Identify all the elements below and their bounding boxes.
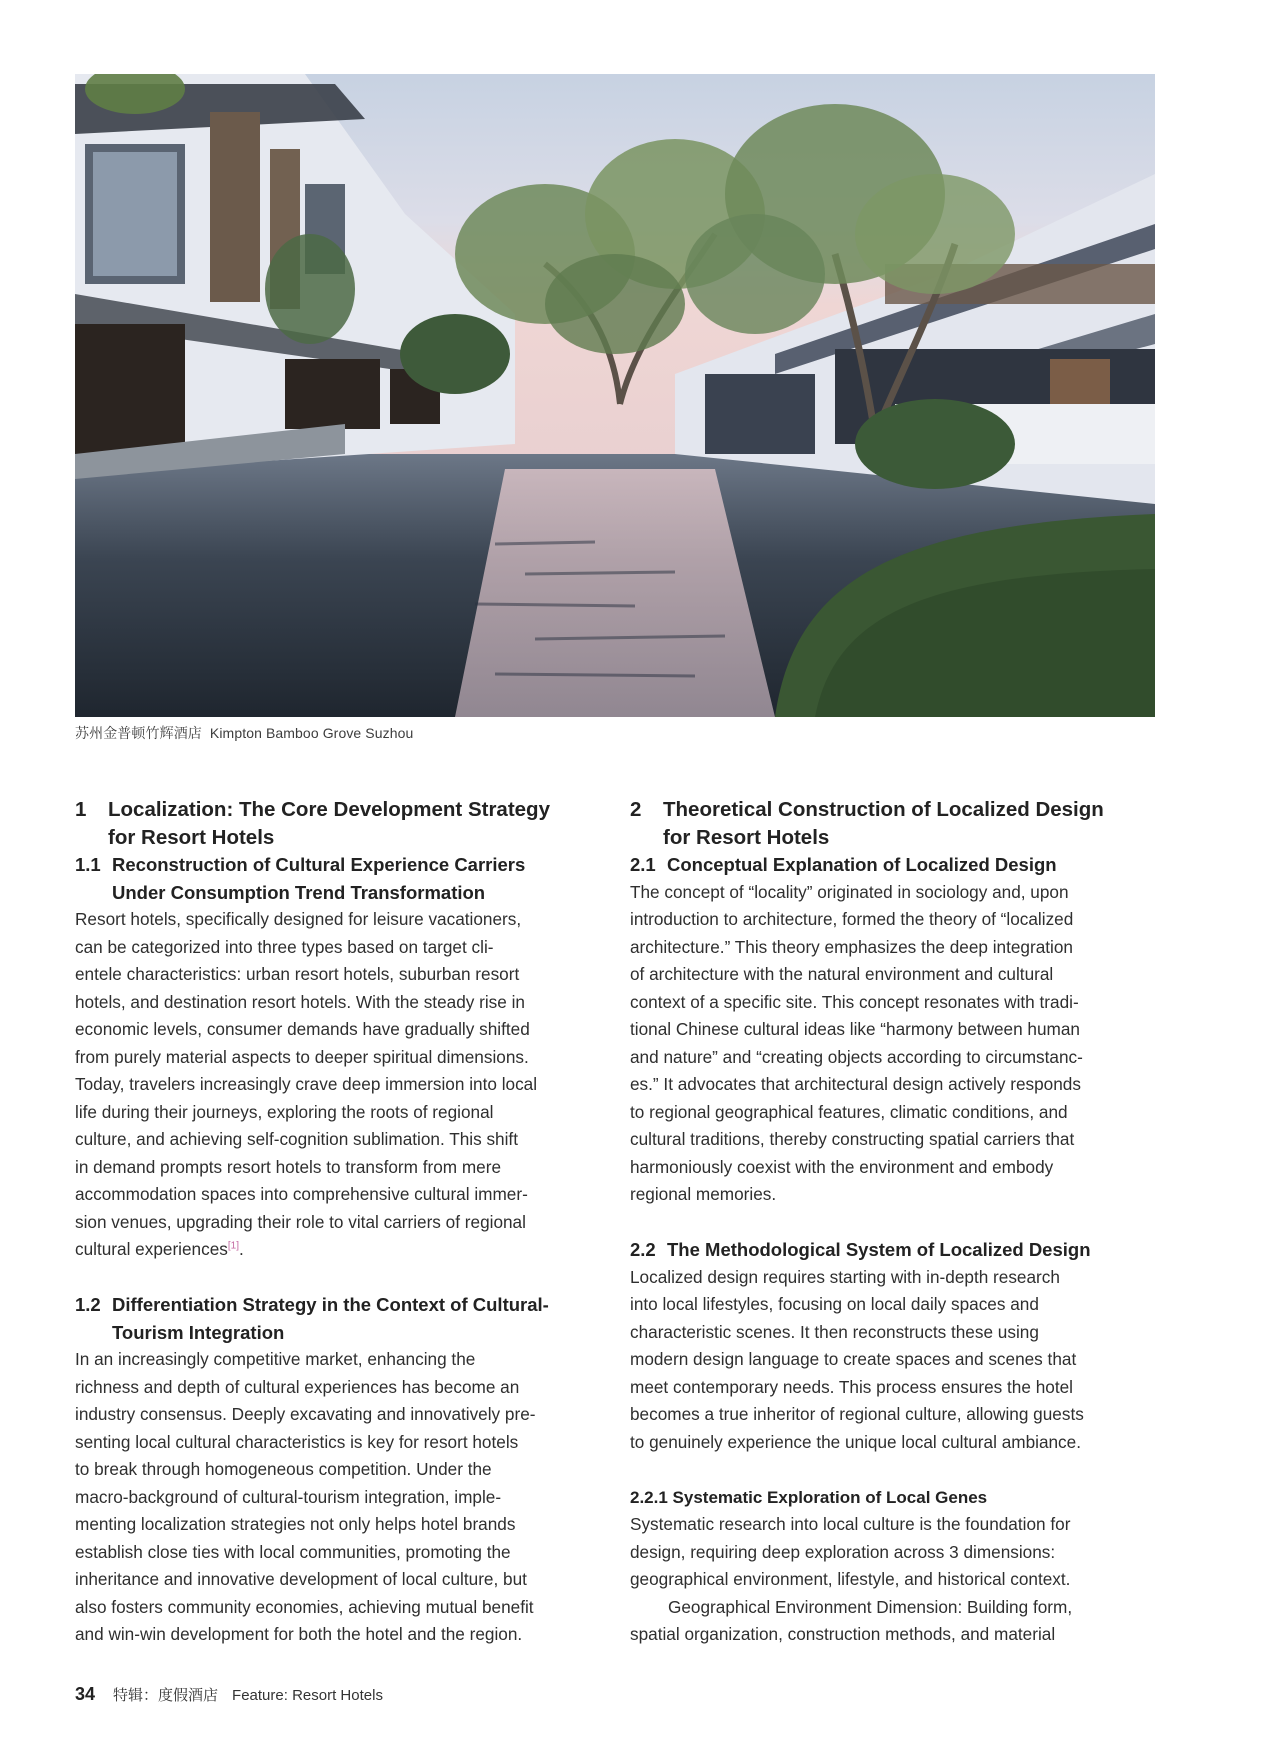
text-line: from purely material aspects to deeper spiritual dimensions. — [75, 1046, 529, 1067]
text-line: context of a specific site. This concept resonates with tradi- — [630, 991, 1079, 1012]
text-line: Systematic research into local culture is the foundation for — [630, 1514, 1071, 1534]
text-line: tional Chinese cultural ideas like “harmony between human — [630, 1019, 1080, 1039]
page-footer — [75, 1684, 383, 1705]
text-line: and nature” and “creating objects according to circumstanc- — [630, 1046, 1083, 1067]
text-line: becomes a true inheritor of regional culture, allowing guests — [630, 1404, 1084, 1424]
text-line: inheritance and innovative development of local culture, but — [75, 1569, 527, 1589]
heading-section-2 — [630, 796, 1160, 851]
text-line: es.” It advocates that architectural design actively responds — [630, 1074, 1081, 1094]
spacer — [630, 1456, 1160, 1484]
text-line: to break through homogeneous competition. Under the — [75, 1459, 492, 1479]
text-line: in demand prompts resort hotels to transform from mere — [75, 1156, 502, 1177]
photo-caption — [75, 723, 413, 743]
heading-section-1-2 — [75, 1291, 605, 1346]
left-column — [75, 796, 605, 1649]
section-title: Reconstruction of Cultural Experience Carriers Under Consumption Trend Transformation — [112, 854, 526, 903]
text-line: The concept of “locality” originated in sociology and, upon — [630, 881, 1069, 902]
text-line: design, requiring deep exploration across 3 dimensions: — [630, 1541, 1056, 1562]
paragraph-2-2 — [630, 1264, 1160, 1457]
spacer — [630, 1209, 1160, 1237]
shrub — [855, 399, 1015, 489]
text-line: life during their journeys, exploring the roots of regional — [75, 1101, 494, 1122]
section-title: Differentiation Strategy in the Context of Cultural- Tourism Integration — [112, 1294, 549, 1343]
canal-scene-illustration — [75, 74, 1155, 717]
text-line-last: cultural experiences[1]. — [75, 1239, 244, 1259]
caption-chinese: 苏州金普顿竹辉酒店 — [75, 725, 202, 741]
section-number: 1 — [75, 798, 87, 821]
text-line: to genuinely experience the unique local cultural ambiance. — [630, 1431, 1081, 1452]
section-title: Localization: The Core Development Strategy for Resort Hotels — [108, 798, 550, 849]
section-number: 2 — [630, 798, 642, 821]
section-title: Conceptual Explanation of Localized Design — [667, 854, 1057, 875]
text-line: introduction to architecture, formed the theory of “localized — [630, 909, 1074, 929]
section-number: 1.1 — [75, 854, 101, 875]
paragraph-2-2-1 — [630, 1511, 1160, 1649]
footer-section-chinese: 特辑：度假酒店 — [113, 1687, 219, 1704]
text-line: regional memories. — [630, 1184, 777, 1204]
right-column — [630, 796, 1160, 1649]
text-line-indented: Geographical Environment Dimension: Building form, — [668, 1596, 1073, 1617]
text-line: Resort hotels, specifically designed for leisure vacationers, — [75, 909, 522, 929]
text-line: architecture.” This theory emphasizes the deep integration — [630, 936, 1073, 957]
caption-english: Kimpton Bamboo Grove Suzhou — [209, 725, 414, 741]
heading-section-2-2 — [630, 1236, 1160, 1264]
paragraph-1-2 — [75, 1346, 605, 1649]
section-number: 1.2 — [75, 1294, 101, 1315]
text-line: spatial organization, construction methods, and material — [630, 1624, 1056, 1644]
text-line: and win-win development for both the hotel and the region. — [75, 1624, 523, 1644]
heading-section-1 — [75, 796, 605, 851]
text-line: hotels, and destination resort hotels. With the steady rise in — [75, 991, 525, 1012]
citation-reference[interactable]: [1] — [227, 1240, 239, 1252]
text-line: to regional geographical features, climatic conditions, and — [630, 1101, 1068, 1122]
paragraph-2-1 — [630, 879, 1160, 1209]
text-line: characteristic scenes. It then reconstructs these using — [630, 1321, 1039, 1342]
shrub — [400, 314, 510, 394]
shrub — [265, 234, 355, 344]
page-number: 34 — [75, 1684, 96, 1704]
text-line: culture, and achieving self-cognition sublimation. This shift — [75, 1129, 518, 1149]
text-line: harmoniously coexist with the environment and embody — [630, 1156, 1054, 1177]
text-line: cultural traditions, thereby constructing spatial carriers that — [630, 1129, 1075, 1149]
text-line: establish close ties with local communities, promoting the — [75, 1541, 511, 1562]
text-line: macro-background of cultural-tourism integration, imple- — [75, 1486, 502, 1507]
paragraph-1-1 — [75, 906, 605, 1264]
text-line: sion venues, upgrading their role to vital carriers of regional — [75, 1211, 526, 1232]
footer-section-english: Feature: Resort Hotels — [232, 1687, 383, 1704]
heading-section-1-1 — [75, 851, 605, 906]
text-line: industry consensus. Deeply excavating and innovatively pre- — [75, 1404, 536, 1424]
text-line: entele characteristics: urban resort hotels, suburban resort — [75, 964, 520, 984]
section-number: 2.2 — [630, 1239, 656, 1260]
text-line: of architecture with the natural environment and cultural — [630, 964, 1054, 984]
text-line: economic levels, consumer demands have gradually shifted — [75, 1019, 530, 1039]
text-line: modern design language to create spaces and scenes that — [630, 1349, 1077, 1369]
spacer — [75, 1264, 605, 1292]
text-line: richness and depth of cultural experiences has become an — [75, 1376, 520, 1397]
text-line: also fosters community economies, achieving mutual benefit — [75, 1596, 534, 1617]
text-line: In an increasingly competitive market, enhancing the — [75, 1349, 476, 1369]
text-line: accommodation spaces into comprehensive cultural immer- — [75, 1184, 528, 1204]
text-line: senting local cultural characteristics is key for resort hotels — [75, 1431, 519, 1452]
text-line: can be categorized into three types based on target cli- — [75, 936, 494, 957]
section-title: The Methodological System of Localized Design — [667, 1239, 1091, 1260]
text-line: meet contemporary needs. This process ensures the hotel — [630, 1376, 1073, 1397]
hotel-photo — [75, 74, 1155, 717]
text-line: Today, travelers increasingly crave deep immersion into local — [75, 1074, 538, 1094]
text-line: geographical environment, lifestyle, and historical context. — [630, 1569, 1071, 1589]
text-line: menting localization strategies not only helps hotel brands — [75, 1514, 516, 1534]
text-line: into local lifestyles, focusing on local daily spaces and — [630, 1294, 1039, 1314]
heading-section-2-2-1: 2.2.1 Systematic Exploration of Local Genes — [630, 1487, 988, 1507]
text-line: Localized design requires starting with in-depth research — [630, 1266, 1060, 1287]
heading-section-2-1 — [630, 851, 1160, 879]
section-number: 2.1 — [630, 854, 656, 875]
section-title: Theoretical Construction of Localized Design for Resort Hotels — [663, 798, 1104, 849]
